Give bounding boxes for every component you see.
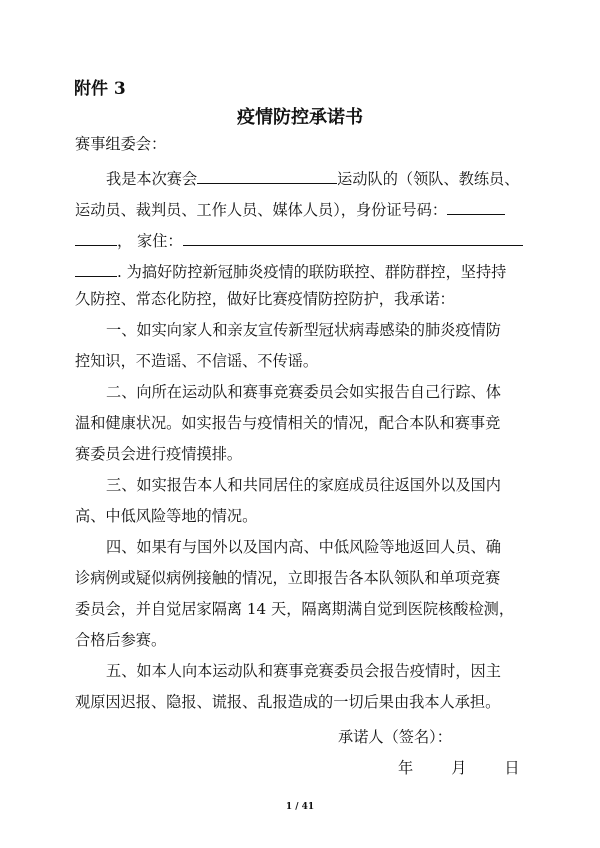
id-number-blank-cont xyxy=(75,230,117,246)
commitment-3-line: 三、如实报告本人和共同居住的家庭成员往返国外以及国内 xyxy=(106,476,501,494)
month-label: 月 xyxy=(451,759,467,777)
commitment-5-line: 观原因迟报、隐报、谎报、乱报造成的一切后果由我本人承担。 xyxy=(75,693,501,711)
date-row xyxy=(398,757,520,778)
commitment-4-line: 诊病例或疑似病例接触的情况，立即报告各本队领队和单项竞赛 xyxy=(75,569,501,587)
commitment-3-line: 高、中低风险等地的情况。 xyxy=(75,507,258,525)
commitment-5-line: 五、如本人向本运动队和赛事竞赛委员会报告疫情时，因主 xyxy=(106,662,501,680)
commitment-4-line: 四、如果有与国外以及国内高、中低风险等地返回人员、确 xyxy=(106,538,501,556)
commitment-1-line: 一、如实向家人和亲友宣传新型冠状病毒感染的肺炎疫情防 xyxy=(106,321,501,339)
year-label: 年 xyxy=(398,759,414,777)
attachment-label: 附件 3 xyxy=(74,79,126,99)
paragraph-line xyxy=(106,168,566,187)
id-number-blank xyxy=(447,199,505,215)
day-label: 日 xyxy=(504,759,520,777)
commitment-2-line: 赛委员会进行疫情摸排。 xyxy=(75,445,243,463)
text-fragment: 运动员、裁判员、工作人员、媒体人员），身份证号码： xyxy=(75,201,448,219)
commitment-2-line: 温和健康状况。如实报告与疫情相关的情况，配合本队和赛事竞 xyxy=(75,414,501,432)
text-fragment: ， 家住： xyxy=(117,232,183,250)
text-fragment: 我是本次赛会 xyxy=(106,170,198,188)
paragraph-line xyxy=(75,261,535,280)
team-name-blank xyxy=(197,168,337,184)
paragraph-line: 久防控、常态化防控，做好比赛疫情防控防护，我承诺： xyxy=(75,290,455,308)
page-number: 1 / 41 xyxy=(285,802,315,812)
text-fragment: . 为搞好防控新冠肺炎疫情的联防联控、群防群控，坚持持 xyxy=(117,263,507,281)
paragraph-line xyxy=(75,199,535,218)
signer-label: 承诺人（签名）： xyxy=(338,728,452,746)
commitment-1-line: 控知识，不造谣、不信谣、不传谣。 xyxy=(75,352,318,370)
commitment-2-line: 二、向所在运动队和赛事竞赛委员会如实报告自己行踪、体 xyxy=(106,383,501,401)
text-fragment: 运动队的（领队、教练员、 xyxy=(337,170,520,188)
document-title: 疫情防控承诺书 xyxy=(237,107,363,128)
commitment-4-line: 合格后参赛。 xyxy=(75,631,167,649)
paragraph-line xyxy=(75,230,535,249)
address-blank-cont xyxy=(75,261,117,277)
address-blank xyxy=(183,230,523,246)
commitment-4-line: 委员会，并自觉居家隔离 14 天，隔离期满自觉到医院核酸检测， xyxy=(75,600,515,618)
addressee: 赛事组委会： xyxy=(75,135,167,153)
